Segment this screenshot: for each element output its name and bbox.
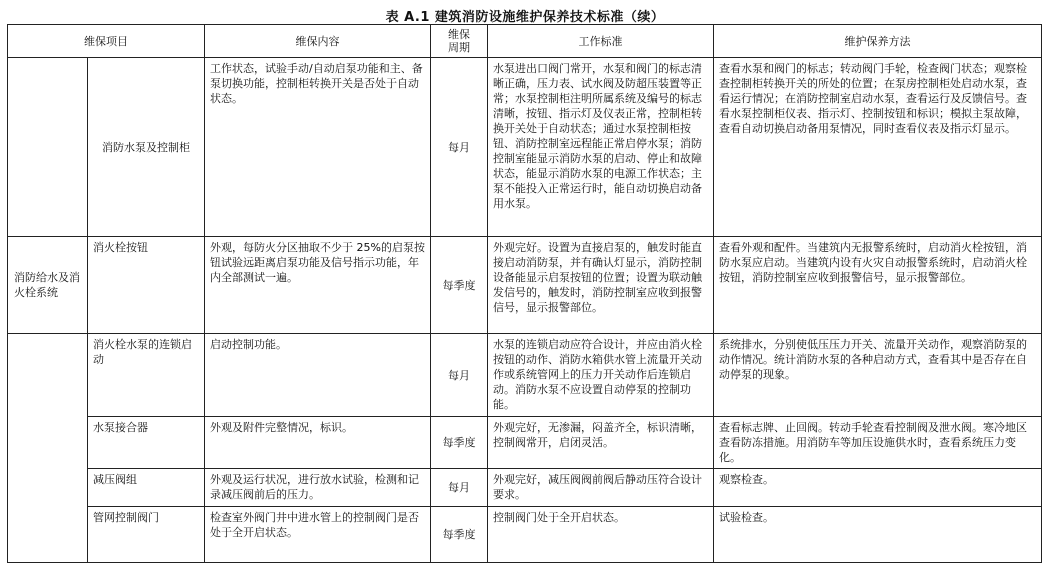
row-content: 外观及运行状况，进行放水试验，检测和记录减压阀前后的压力。 — [205, 469, 431, 507]
header-cycle — [431, 25, 488, 58]
table-title: 表 A.1 建筑消防设施维护保养技术标准（续） — [385, 10, 665, 25]
row-item — [88, 58, 205, 237]
row-content: 外观及附件完整情况，标识。 — [205, 417, 431, 469]
table-row — [8, 469, 1042, 507]
row-standard: 外观完好，减压阀阀前阀后静动压符合设计要求。 — [488, 469, 714, 507]
group-cell-empty-bottom — [8, 334, 88, 563]
header-cycle-text: 维保 周期 — [448, 28, 470, 54]
row-content: 外观，每防火分区抽取不少于 25%的启泵按钮试验远距离启泵功能及信号指示功能，年内全部测试一遍。 — [205, 237, 431, 334]
row-method: 系统排水，分别使低压压力开关、流量开关动作，观察消防泵的动作情况。统计消防水泵的各种启动方式，查看其中是否存在自动停泵的现象。 — [714, 334, 1042, 417]
row-method: 查看外观和配件。当建筑内无报警系统时，启动消火栓按钮，消防水泵应启动。当建筑内设有火灾自动报警系统时，启动消火栓按钮，消防控制室应收到报警信号，显示报警部位。 — [714, 237, 1042, 334]
row-cycle: 每月 — [431, 58, 488, 237]
row-standard: 控制阀门处于全开启状态。 — [488, 507, 714, 563]
table-row — [8, 334, 1042, 417]
row-cycle: 每月 — [431, 469, 488, 507]
row-item-text: 消防水泵及控制柜 — [102, 140, 190, 154]
row-cycle: 每季度 — [431, 417, 488, 469]
row-method: 试验检查。 — [714, 507, 1042, 563]
row-method: 查看标志牌、止回阀。转动手轮查看控制阀及泄水阀。寒冷地区查看防冻措施。用消防车等加压设施供水时，查看系统压力变化。 — [714, 417, 1042, 469]
row-item: 消火栓水泵的连锁启动 — [88, 334, 205, 417]
row-item: 水泵接合器 — [88, 417, 205, 469]
group-cell-empty-top — [8, 58, 88, 237]
header-content: 维保内容 — [205, 25, 431, 58]
row-method: 观察检查。 — [714, 469, 1042, 507]
row-standard: 外观完好，无渗漏，闷盖齐全，标识清晰，控制阀常开，启闭灵活。 — [488, 417, 714, 469]
row-content: 工作状态，试验手动/自动启泵功能和主、备泵切换功能，控制柜转换开关是否处于自动状态。 — [205, 58, 431, 237]
row-item: 管网控制阀门 — [88, 507, 205, 563]
row-cycle: 每季度 — [431, 507, 488, 563]
table-row — [8, 58, 1042, 237]
row-cycle: 每季度 — [431, 237, 488, 334]
row-content: 检查室外阀门井中进水管上的控制阀门是否处于全开启状态。 — [205, 507, 431, 563]
row-standard: 水泵的连锁启动应符合设计，并应由消火栓按钮的动作、消防水箱供水管上流量开关动作或系统管网上的压力开关动作后连锁启动。消防水泵不应设置自动停泵的控制功能。 — [488, 334, 714, 417]
table-header-row — [8, 25, 1042, 58]
row-item: 减压阀组 — [88, 469, 205, 507]
group-label: 消防给水及消火栓系统 — [8, 237, 88, 334]
row-content: 启动控制功能。 — [205, 334, 431, 417]
header-item: 维保项目 — [8, 25, 205, 58]
row-method: 查看水泵和阀门的标志；转动阀门手轮，检查阀门状态；观察检查控制柜转换开关的所处的位置；在泵房控制柜处启动水泵，查看运行情况；在消防控制室启动水泵，查看运行及反馈信号。查看水泵控制柜仪表、指示灯、控制按钮和标识；模拟主泵故障，查看自动切换启动备用泵情况，同时查看仪表及指示灯显示。 — [714, 58, 1042, 237]
table-row — [8, 237, 1042, 334]
header-standard: 工作标准 — [488, 25, 714, 58]
table-row — [8, 417, 1042, 469]
row-item: 消火栓按钮 — [88, 237, 205, 334]
table-row — [8, 507, 1042, 563]
header-method: 维护保养方法 — [714, 25, 1042, 58]
row-standard: 外观完好。设置为直接启泵的，触发时能直接启动消防泵，并有确认灯显示，消防控制设备能显示启泵按钮的位置；设置为联动触发信号的，触发时，消防控制室应收到报警信号，显示报警部位。 — [488, 237, 714, 334]
maintenance-standard-table — [7, 24, 1042, 563]
row-standard: 水泵进出口阀门常开，水泵和阀门的标志清晰正确，压力表、试水阀及防超压装置等正常；水泵控制柜注明所属系统及编号的标志清晰，按钮、指示灯及仪表正常，控制柜转换开关处于自动状态；通过水泵控制柜按钮、消防控制室远程能正常启停水泵；消防控制室能显示消防水泵的启动、停止和故障状态，能显示消防水泵的电源工作状态；主泵不能投入正常运行时，能自动切换启动备用水泵。 — [488, 58, 714, 237]
row-cycle: 每月 — [431, 334, 488, 417]
